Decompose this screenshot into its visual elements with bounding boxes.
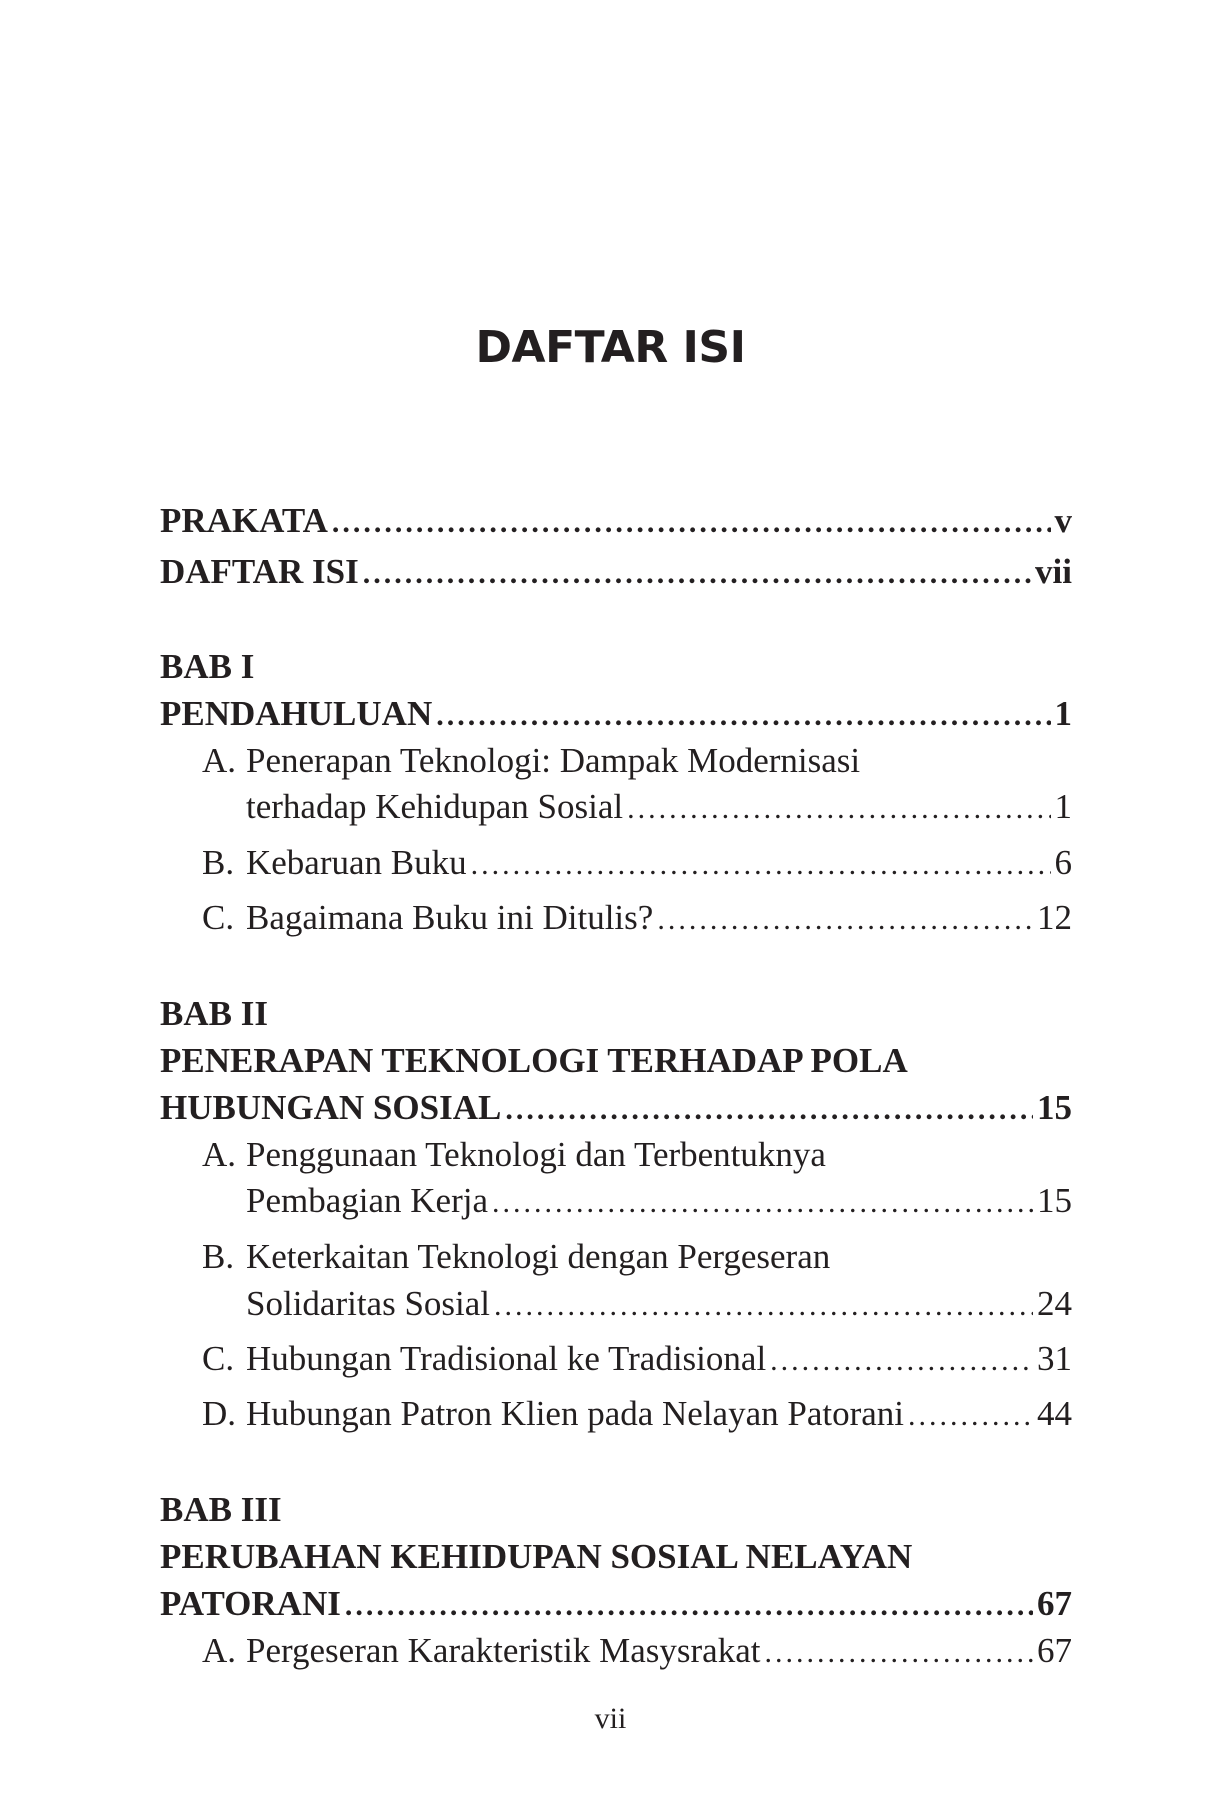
toc-page-number: 12 xyxy=(1037,898,1072,937)
toc-section xyxy=(202,839,1072,887)
chapter-title xyxy=(160,1533,1072,1581)
toc-section xyxy=(202,1335,1072,1383)
toc-page-number: 15 xyxy=(1037,1181,1072,1220)
section-title-text: Pergeseran Karakteristik Masysrakat xyxy=(246,1631,761,1670)
chapter-number-text: BAB II xyxy=(160,994,268,1033)
toc-page-number: 1 xyxy=(1054,787,1072,826)
section-title-text: Penerapan Teknologi: Dampak Modernisasi xyxy=(246,741,861,780)
leader-dots xyxy=(363,550,1031,598)
section-title-text: terhadap Kehidupan Sosial xyxy=(246,787,624,826)
section-letter: D. xyxy=(202,1394,237,1433)
toc-page-number: 67 xyxy=(1037,1584,1072,1623)
toc-entry-label: DAFTAR ISI xyxy=(160,552,359,591)
chapter-title-text: PATORANI xyxy=(160,1584,341,1623)
section-letter: A. xyxy=(202,1135,237,1174)
toc-page-number: 31 xyxy=(1037,1339,1072,1378)
toc-entry-label: PRAKATA xyxy=(160,501,328,540)
toc-page-number: 44 xyxy=(1037,1394,1072,1433)
leader-dots xyxy=(764,1629,1033,1677)
toc-section xyxy=(202,1627,1072,1675)
section-title-text: Bagaimana Buku ini Ditulis? xyxy=(246,898,654,937)
chapter-title xyxy=(160,690,1072,738)
chapter-title-continued xyxy=(160,1580,1072,1628)
page-title: DAFTAR ISI xyxy=(475,322,746,373)
chapter-title xyxy=(160,1037,1072,1085)
section-letter: A. xyxy=(202,741,237,780)
toc-page-number: 15 xyxy=(1037,1088,1072,1127)
chapter-number-text: BAB III xyxy=(160,1490,282,1529)
section-letter: B. xyxy=(202,1237,235,1276)
leader-dots xyxy=(436,692,1050,740)
toc-section-continued xyxy=(246,783,1072,831)
toc-section xyxy=(202,737,1072,785)
chapter-number-text: BAB I xyxy=(160,647,255,686)
toc-section-continued xyxy=(246,1280,1072,1328)
toc-page-number: 24 xyxy=(1037,1284,1072,1323)
toc-entry-daftar-isi xyxy=(160,548,1072,596)
leader-dots xyxy=(345,1582,1033,1630)
section-letter: C. xyxy=(202,1339,235,1378)
section-title-text: Hubungan Tradisional ke Tradisional xyxy=(246,1339,767,1378)
toc-page-number: v xyxy=(1054,501,1072,540)
toc-page-number: 1 xyxy=(1054,694,1072,733)
chapter-number xyxy=(160,643,1072,691)
toc-section xyxy=(202,1233,1072,1281)
leader-dots xyxy=(908,1392,1033,1440)
chapter-title-text: HUBUNGAN SOSIAL xyxy=(160,1088,502,1127)
section-title-text: Penggunaan Teknologi dan Terbentuknya xyxy=(246,1135,826,1174)
section-letter: A. xyxy=(202,1631,237,1670)
section-title-text: Solidaritas Sosial xyxy=(246,1284,491,1323)
section-title-text: Pembagian Kerja xyxy=(246,1181,488,1220)
chapter-title-text: PENERAPAN TEKNOLOGI TERHADAP POLA xyxy=(160,1041,908,1080)
toc-section xyxy=(202,1131,1072,1179)
chapter-number xyxy=(160,1486,1072,1534)
section-letter: B. xyxy=(202,843,235,882)
chapter-title-text: PENDAHULUAN xyxy=(160,694,433,733)
leader-dots xyxy=(657,896,1033,944)
leader-dots xyxy=(494,1282,1033,1330)
toc-section xyxy=(202,1390,1072,1438)
section-title-text: Kebaruan Buku xyxy=(246,843,467,882)
toc-section xyxy=(202,894,1072,942)
leader-dots xyxy=(770,1337,1033,1385)
chapter-title-continued xyxy=(160,1084,1072,1132)
toc-entry-prakata xyxy=(160,497,1072,545)
toc-page-number: vii xyxy=(1035,552,1072,591)
leader-dots xyxy=(471,841,1051,889)
chapter-title-text: PERUBAHAN KEHIDUPAN SOSIAL NELAYAN xyxy=(160,1537,913,1576)
section-title-text: Keterkaitan Teknologi dengan Pergeseran xyxy=(246,1237,831,1276)
leader-dots xyxy=(627,785,1050,833)
leader-dots xyxy=(492,1179,1033,1227)
toc-page-number: 67 xyxy=(1037,1631,1072,1670)
leader-dots xyxy=(505,1086,1033,1134)
section-letter: C. xyxy=(202,898,235,937)
leader-dots xyxy=(332,499,1051,547)
section-title-text: Hubungan Patron Klien pada Nelayan Patorani xyxy=(246,1394,905,1433)
toc-section-continued xyxy=(246,1177,1072,1225)
toc-page-number: 6 xyxy=(1054,843,1072,882)
page-number-footer: vii xyxy=(594,1702,627,1735)
chapter-number xyxy=(160,990,1072,1038)
